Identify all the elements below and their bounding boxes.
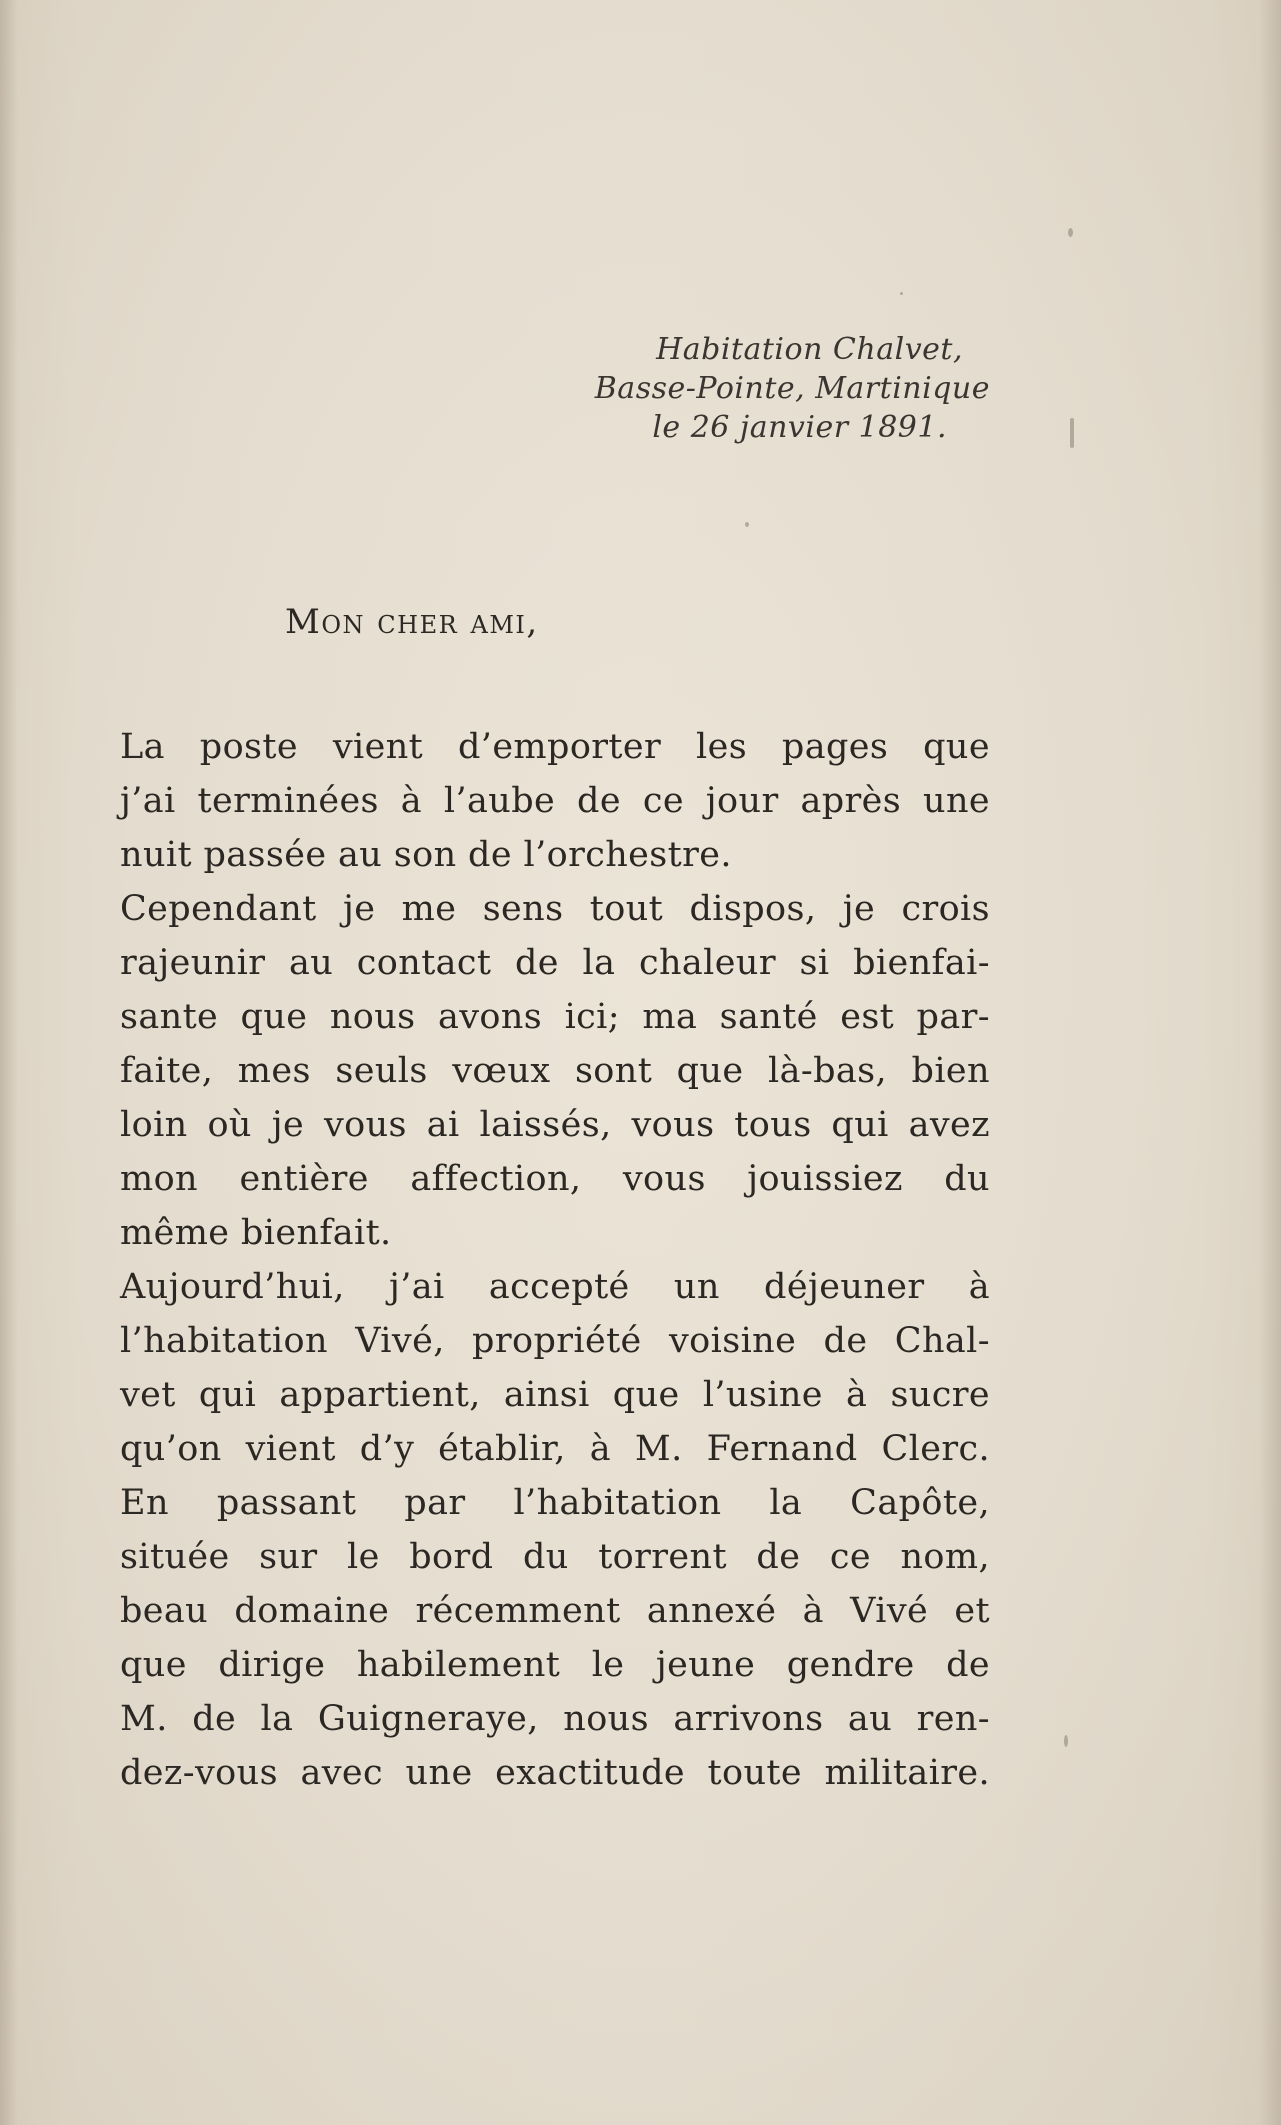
text-line: nuit passée au son de l’orchestre. [120, 835, 732, 875]
text-line: Aujourd’hui, j’ai accepté un déjeuner à [120, 1267, 990, 1307]
text-line: mon entière affection, vous jouissiez du [120, 1159, 990, 1199]
text-line: vet qui appartient, ainsi que l’usine à sucre [120, 1375, 990, 1415]
text-line: j’ai terminées à l’aube de ce jour après une [120, 781, 990, 821]
letter-salutation: Mon cher ami, [285, 602, 539, 642]
paragraph-2 [120, 882, 990, 1260]
paper-speck [1070, 418, 1074, 448]
text-line: sante que nous avons ici; ma santé est par- [120, 997, 990, 1037]
text-line: En passant par l’habitation la Capôte, [120, 1483, 990, 1523]
paragraph-4 [120, 1476, 990, 1800]
text-line: Cependant je me sens tout dispos, je crois [120, 889, 990, 929]
text-line: l’habitation Vivé, propriété voisine de Chal- [120, 1321, 990, 1361]
address-line-town: Basse-Pointe, Martinique [594, 371, 990, 406]
text-line: beau domaine récemment annexé à Vivé et [120, 1591, 990, 1631]
text-line: faite, mes seuls vœux sont que là-bas, bien [120, 1051, 990, 1091]
paper-speck [1068, 228, 1073, 237]
paper-speck [1064, 1735, 1068, 1747]
paragraph-1 [120, 720, 990, 882]
text-line: qu’on vient d’y établir, à M. Fernand Clerc. [120, 1429, 990, 1469]
paragraph-3 [120, 1260, 990, 1476]
page-edge-shadow-right [1259, 0, 1281, 2125]
text-line: loin où je vous ai laissés, vous tous qui avez [120, 1105, 990, 1145]
paper-speck [900, 292, 903, 295]
text-line: La poste vient d’emporter les pages que [120, 727, 990, 767]
text-line: M. de la Guigneraye, nous arrivons au ren- [120, 1699, 990, 1739]
text-line: même bienfait. [120, 1213, 392, 1253]
text-line: rajeunir au contact de la chaleur si bienfai- [120, 943, 990, 983]
text-line: située sur le bord du torrent de ce nom, [120, 1537, 990, 1577]
page-edge-shadow-left [0, 0, 18, 2125]
text-line: que dirige habilement le jeune gendre de [120, 1645, 990, 1685]
text-line: dez-vous avec une exactitude toute militaire. [120, 1753, 990, 1793]
paper-speck [745, 522, 749, 527]
address-line-place: Habitation Chalvet, [656, 332, 963, 367]
letter-address [594, 330, 990, 447]
address-line-date: le 26 janvier 1891. [652, 410, 947, 445]
letter-body [120, 720, 990, 1800]
